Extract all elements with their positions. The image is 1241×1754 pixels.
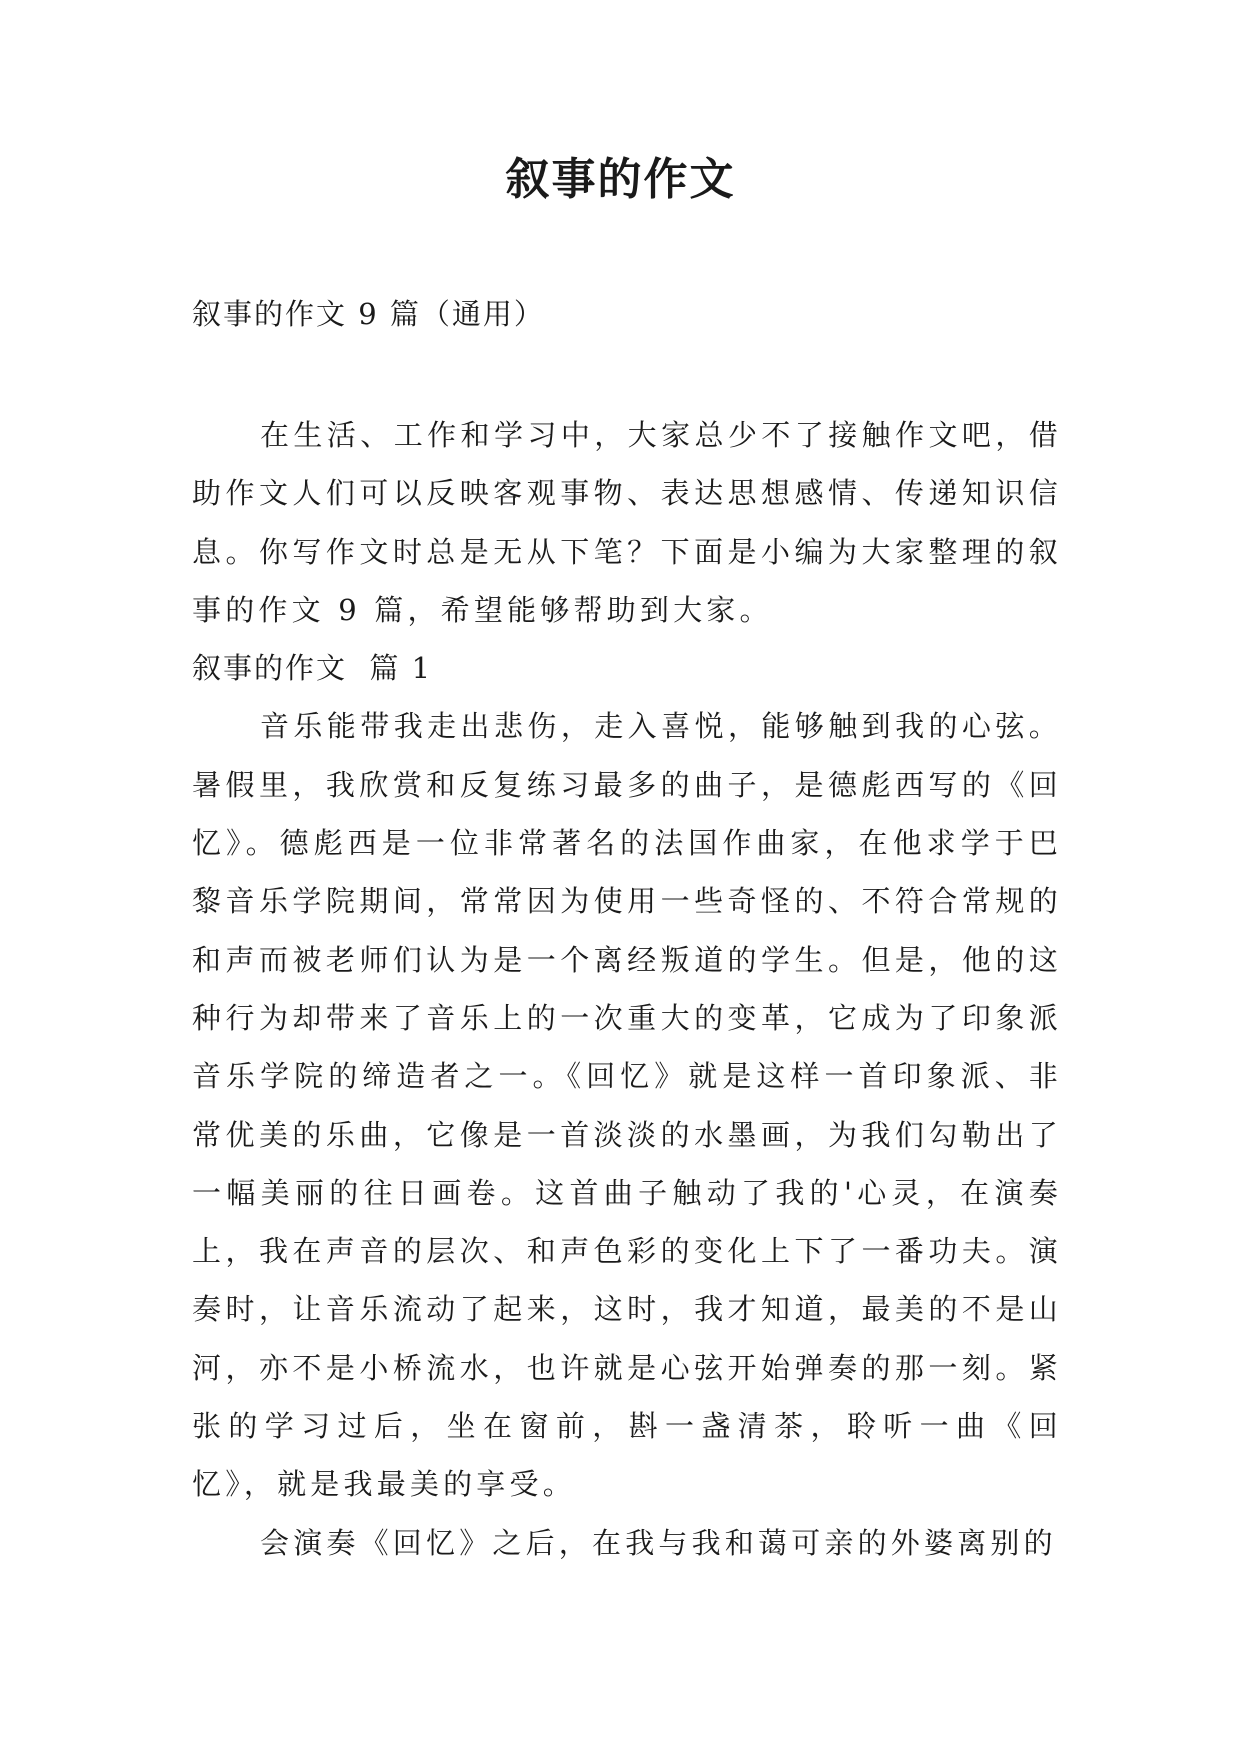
intro-paragraph: 在生活、工作和学习中，大家总少不了接触作文吧，借助作文人们可以反映客观事物、表达思想感情、传递知识信息。你写作文时总是无从下笔？下面是小编为大家整理的叙事的作文 9 篇，希望能够帮助到大家。: [192, 418, 1062, 627]
document-body: [192, 406, 1062, 1572]
body-paragraph: 音乐能带我走出悲伤，走入喜悦，能够触到我的心弦。暑假里，我欣赏和反复练习最多的曲子，是德彪西写的《回忆》。德彪西是一位非常著名的法国作曲家，在他求学于巴黎音乐学院期间，常常因为使用一些奇怪的、不符合常规的和声而被老师们认为是一个离经叛道的学生。但是，他的这种行为却带来了音乐上的一次重大的变革，它成为了印象派音乐学院的缔造者之一。《回忆》就是这样一首印象派、非常优美的乐曲，它像是一首淡淡的水墨画，为我们勾勒出了一幅美丽的往日画卷。这首曲子触动了我的'心灵，在演奏上，我在声音的层次、和声色彩的变化上下了一番功夫。演奏时，让音乐流动了起来，这时，我才知道，最美的不是山河，亦不是小桥流水，也许就是心弦开始弹奏的那一刻。紧张的学习过后，坐在窗前，斟一盏清茶，聆听一曲《回忆》，就是我最美的享受。: [192, 709, 1062, 1502]
page-title: 叙事的作文: [505, 154, 736, 205]
body-paragraph: 会演奏《回忆》之后，在我与我和蔼可亲的外婆离别的: [260, 1525, 1057, 1560]
section-heading: 叙事的作文 篇 1: [192, 651, 433, 686]
document-subtitle: 叙事的作文 9 篇（通用）: [192, 297, 545, 331]
